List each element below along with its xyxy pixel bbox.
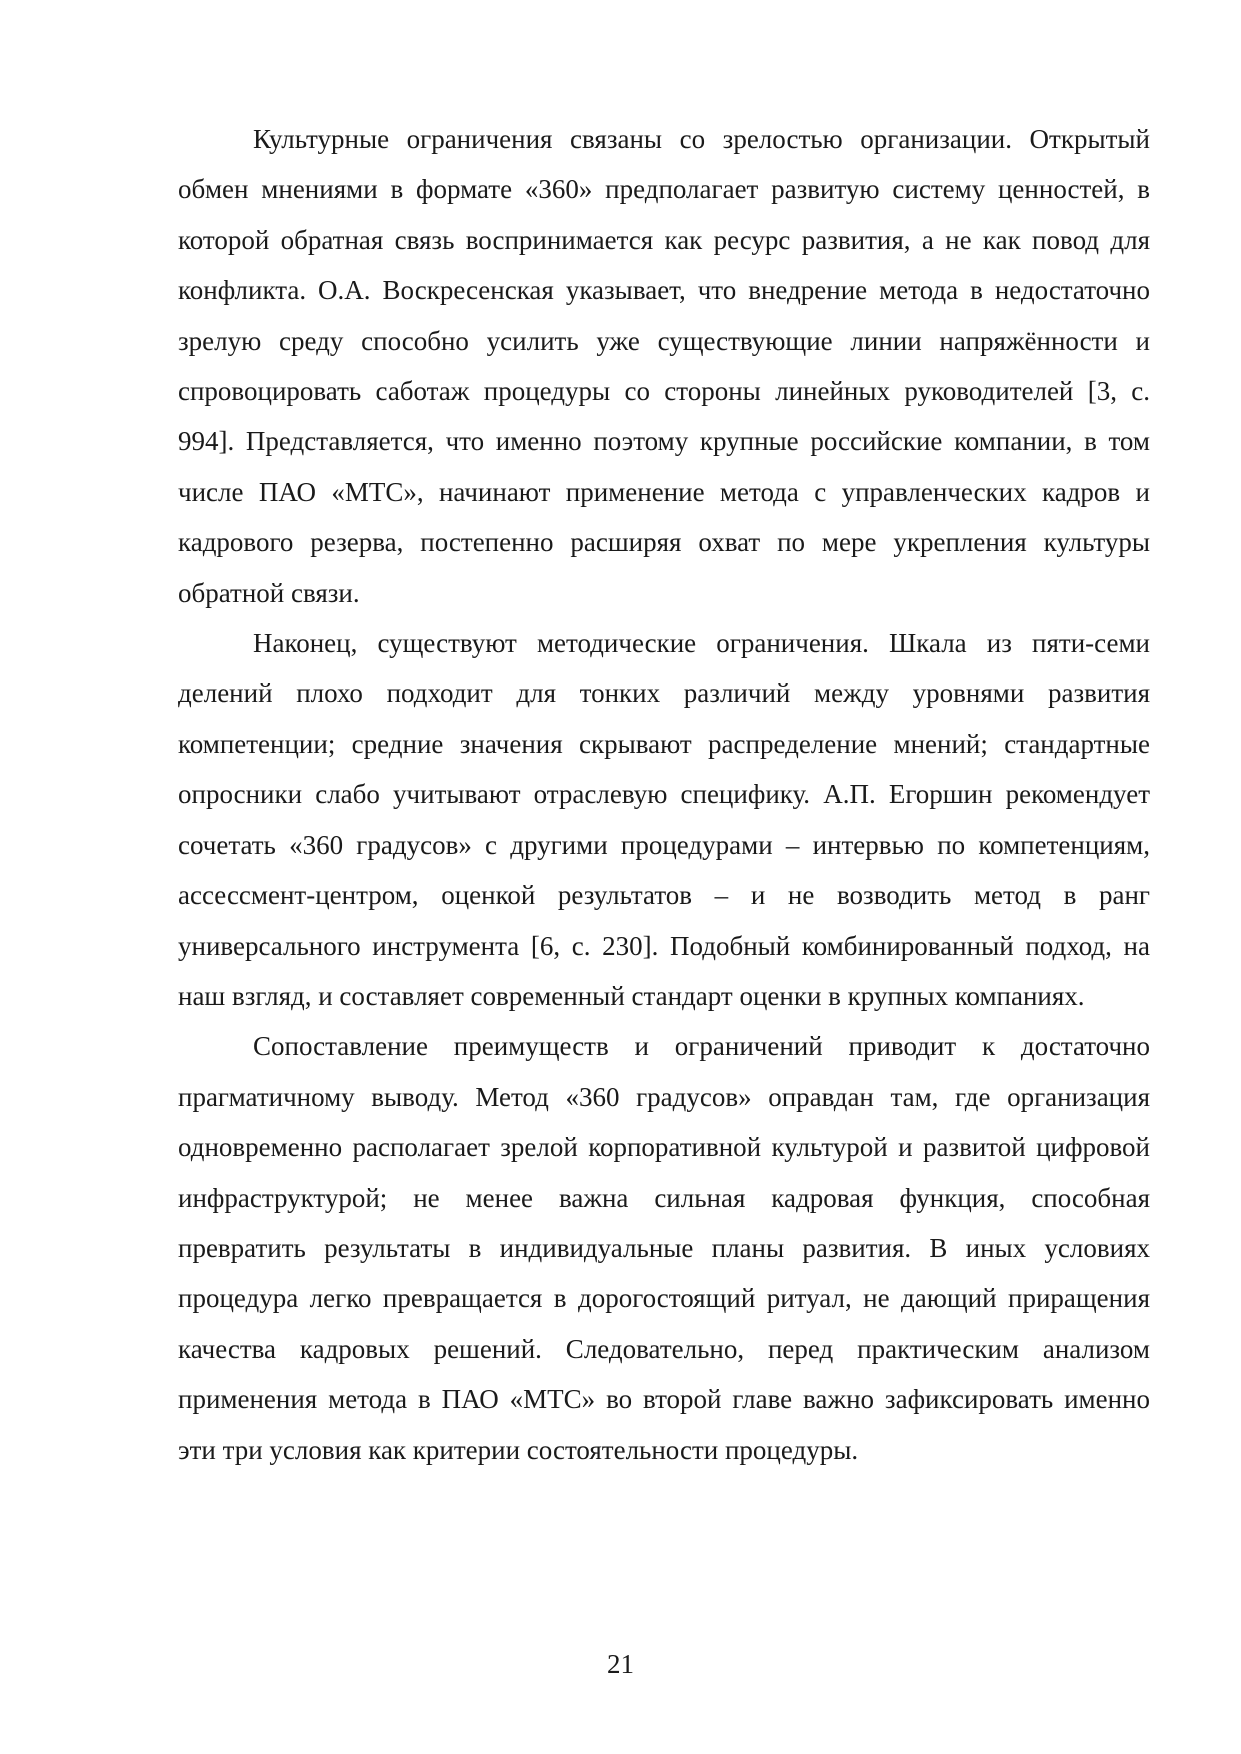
page-number: 21 — [607, 1649, 634, 1679]
paragraph-cultural-limitations: Культурные ограничения связаны со зрелостью организации. Открытый обмен мнениями в формате «360» предполагает развитую систему ценностей, в которой обратная связь воспринимается как ресурс развития, а не как повод для конфликта. О.А. Воскресенская указывает, что внедрение метода в недостаточно зрелую среду способно усилить уже существующие линии напряжённости и спровоцировать саботаж процедуры со стороны линейных руководителей [3, с. 994]. Представляется, что именно поэтому крупные российские компании, в том числе ПАО «МТС», начинают применение метода с управленческих кадров и кадрового резерва, постепенно расширяя охват по мере укрепления культуры обратной связи. — [178, 124, 1150, 608]
paragraph-conclusion: Сопоставление преимуществ и ограничений приводит к достаточно прагматичному выводу. Метод «360 градусов» оправдан там, где организация одновременно располагает зрелой корпоративной культурой и развитой цифровой инфраструктурой; не менее важна сильная кадровая функция, способная превратить результаты в индивидуальные планы развития. В иных условиях процедура легко превращается в дорогостоящий ритуал, не дающий приращения качества кадровых решений. Следовательно, перед практическим анализом применения метода в ПАО «МТС» во второй главе важно зафиксировать именно эти три условия как критерии состоятельности процедуры. — [178, 1031, 1150, 1465]
paragraph-methodical-limitations: Наконец, существуют методические ограничения. Шкала из пяти-семи делений плохо подходит для тонких различий между уровнями развития компетенции; средние значения скрывают распределение мнений; стандартные опросники слабо учитывают отраслевую специфику. А.П. Егоршин рекомендует сочетать «360 градусов» с другими процедурами – интервью по компетенциям, ассессмент-центром, оценкой результатов – и не возводить метод в ранг универсального инструмента [6, с. 230]. Подобный комбинированный подход, на наш взгляд, и составляет современный стандарт оценки в крупных компаниях. — [178, 628, 1150, 1011]
body-text — [178, 114, 1150, 1475]
